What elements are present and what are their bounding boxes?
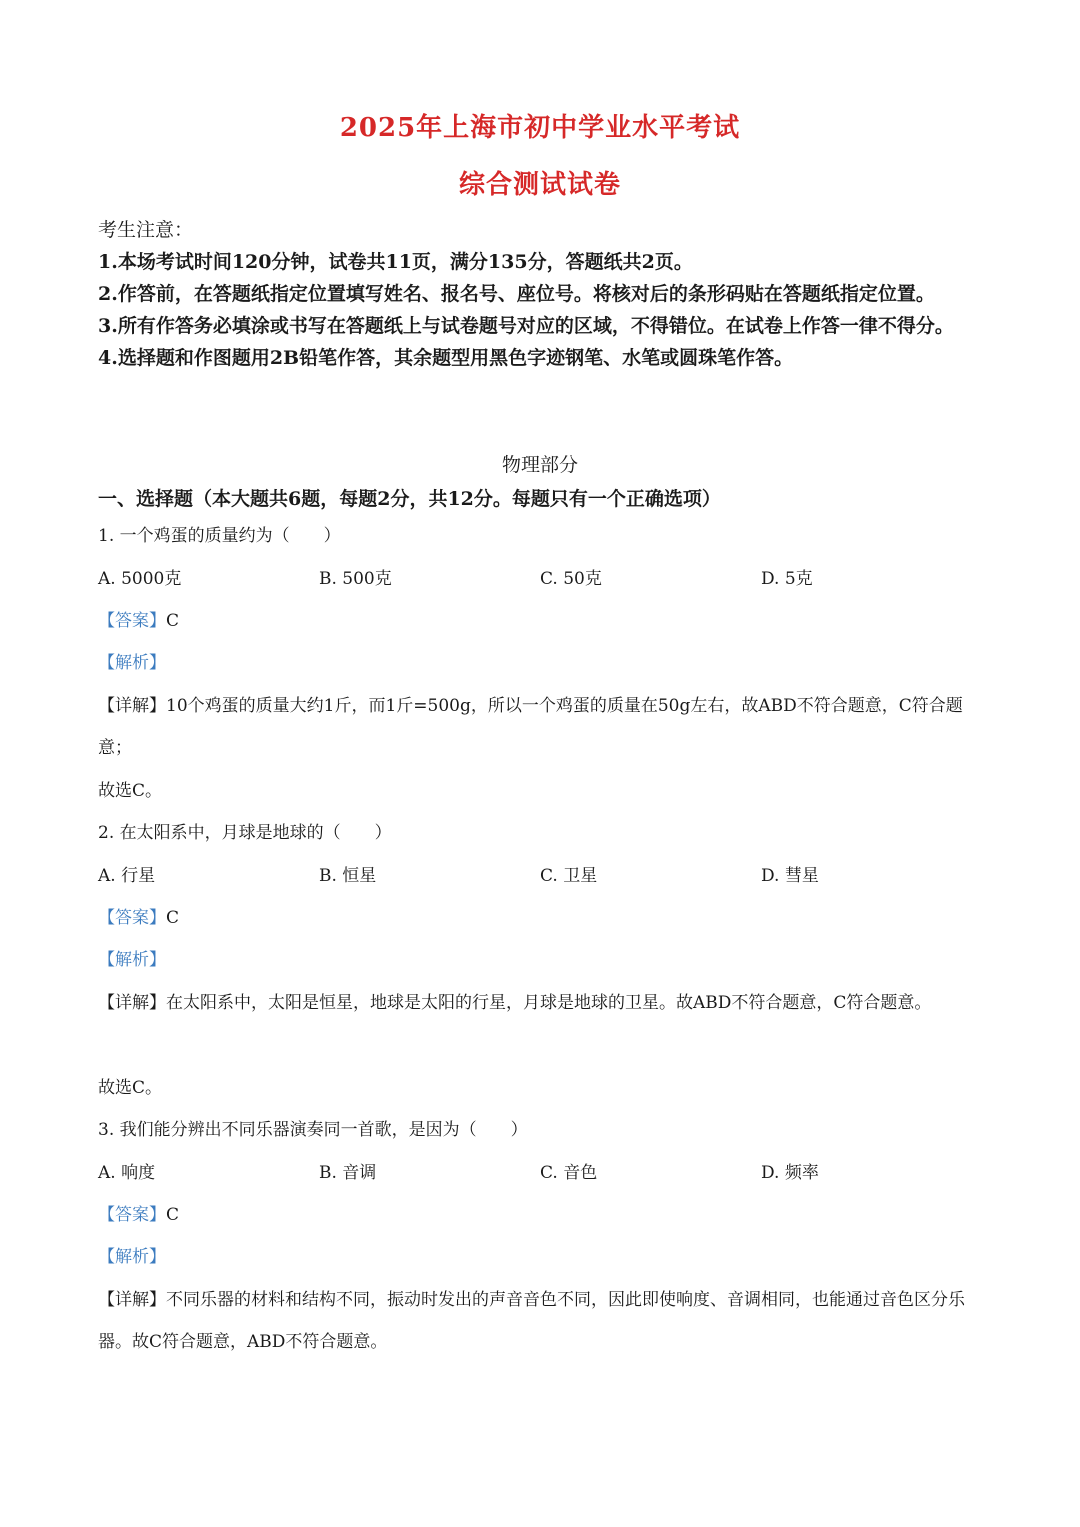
detail-text: 不同乐器的材料和结构不同，振动时发出的声音音色不同，因此即使响度、音调相同，也能通过音色区分乐器。故C符合题意，ABD不符合题意。: [98, 1290, 965, 1352]
question-stem: 1. 一个鸡蛋的质量约为（ ）: [98, 526, 341, 546]
option-b: B. 音调: [319, 1163, 377, 1183]
detail-paragraph: [98, 685, 988, 769]
detail-paragraph: [98, 982, 988, 1024]
candidate-notice: [98, 214, 988, 374]
notice-item: 2.作答前，在答题纸指定位置填写姓名、报名号、座位号。将核对后的条形码贴在答题纸指定位置。: [98, 283, 935, 305]
analysis-tag: 【解析】: [98, 1247, 166, 1267]
answer-value: C: [166, 1205, 180, 1225]
question-options: [98, 1160, 988, 1186]
analysis-line: [98, 1244, 988, 1270]
option-b: B. 500克: [319, 569, 392, 589]
question-stem: 2. 在太阳系中，月球是地球的（ ）: [98, 823, 392, 843]
option-b: B. 恒星: [319, 866, 377, 886]
notice-heading: 考生注意：: [98, 219, 194, 241]
option-a: A. 5000克: [98, 569, 182, 589]
exam-subtitle: 综合测试试卷: [458, 170, 621, 200]
analysis-tag: 【解析】: [98, 653, 166, 673]
answer-tag: 【答案】: [98, 908, 166, 928]
answer-value: C: [166, 611, 180, 631]
detail-tag: 【详解】: [98, 993, 166, 1013]
section-title: 物理部分: [501, 454, 578, 476]
detail-tag: 【详解】: [98, 696, 166, 716]
detail-paragraph: [98, 1279, 988, 1363]
question-options: [98, 566, 988, 592]
section-subtitle: 一、选择题（本大题共6题，每题2分，共12分。每题只有一个正确选项）: [98, 488, 721, 510]
answer-line: [98, 905, 988, 931]
answer-tag: 【答案】: [98, 1205, 166, 1225]
question-stem: 3. 我们能分辨出不同乐器演奏同一首歌，是因为（ ）: [98, 1120, 528, 1140]
detail-text: 在太阳系中，太阳是恒星，地球是太阳的行星，月球是地球的卫星。故ABD不符合题意，C符合题意。: [166, 993, 932, 1013]
option-a: A. 响度: [98, 1163, 156, 1183]
answer-tag: 【答案】: [98, 611, 166, 631]
question-options: [98, 863, 988, 889]
analysis-line: [98, 650, 988, 676]
conclusion-line: 故选C。: [98, 781, 163, 801]
option-c: C. 音色: [540, 1163, 598, 1183]
answer-line: [98, 608, 988, 634]
notice-item: 3.所有作答务必填涂或书写在答题纸上与试卷题号对应的区域，不得错位。在试卷上作答一律不得分。: [98, 315, 954, 337]
analysis-line: [98, 947, 988, 973]
analysis-tag: 【解析】: [98, 950, 166, 970]
detail-text: 10个鸡蛋的质量大约1斤，而1斤=500g，所以一个鸡蛋的质量在50g左右，故ABD不符合题意，C符合题意；: [98, 696, 963, 758]
exam-title: 2025年上海市初中学业水平考试: [339, 113, 741, 143]
answer-value: C: [166, 908, 180, 928]
detail-tag: 【详解】: [98, 1290, 166, 1310]
option-d: D. 5克: [761, 569, 813, 589]
conclusion-line: 故选C。: [98, 1078, 163, 1098]
notice-item: 4.选择题和作图题用2B铅笔作答，其余题型用黑色字迹钢笔、水笔或圆珠笔作答。: [98, 347, 794, 369]
option-c: C. 卫星: [540, 866, 598, 886]
option-a: A. 行星: [98, 866, 156, 886]
answer-line: [98, 1202, 988, 1228]
option-d: D. 频率: [761, 1163, 819, 1183]
notice-item: 1.本场考试时间120分钟，试卷共11页，满分135分，答题纸共2页。: [98, 251, 693, 273]
option-d: D. 彗星: [761, 866, 819, 886]
option-c: C. 50克: [540, 569, 602, 589]
